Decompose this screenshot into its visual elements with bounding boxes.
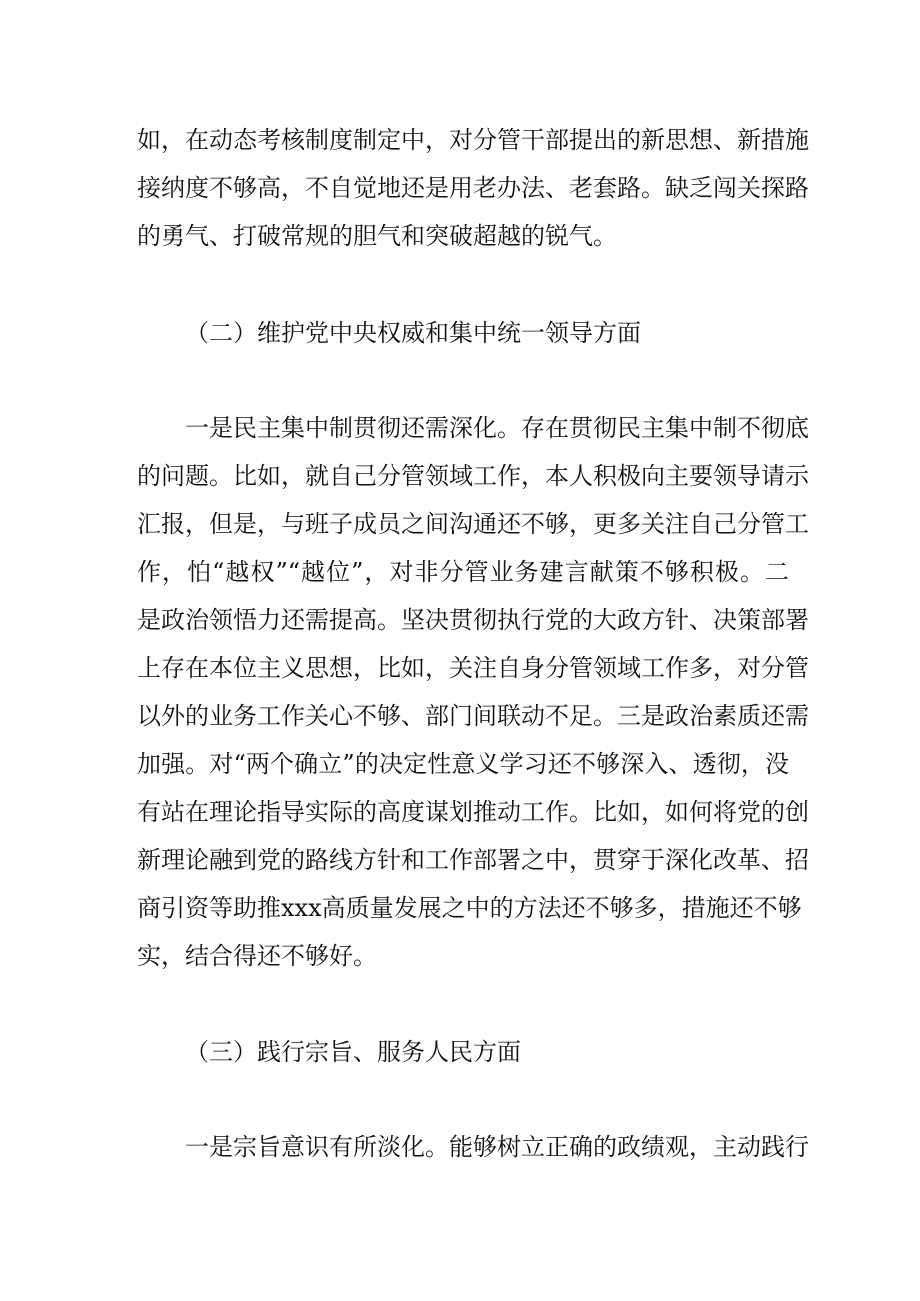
- section-heading-3: （三）践行宗旨、服务人民方面: [185, 1038, 521, 1066]
- paragraph-2-line-2: 的问题。比如，就自己分管领域工作，本人积极向主要领导请示: [137, 462, 809, 490]
- paragraph-2-line-6: 上存在本位主义思想，比如，关注自身分管领域工作多，对分管: [137, 654, 809, 682]
- paragraph-3-line-1: 一是宗旨意识有所淡化。能够树立正确的政绩观，主动践行: [185, 1133, 809, 1161]
- paragraph-2-line-8: 加强。对“两个确立”的决定性意义学习还不够深入、透彻，没: [137, 750, 789, 778]
- paragraph-1-line-2: 接纳度不够高，不自觉地还是用老办法、老套路。缺乏闯关探路: [137, 174, 809, 202]
- paragraph-2-line-4: 作，怕“越权”“越位”，对非分管业务建言献策不够积极。二: [137, 558, 789, 586]
- paragraph-2-line-5: 是政治领悟力还需提高。坚决贯彻执行党的大政方针、决策部署: [137, 606, 809, 634]
- paragraph-2-line-10: 新理论融到党的路线方针和工作部署之中，贯穿于深化改革、招: [137, 846, 809, 874]
- paragraph-2-line-11: 商引资等助推xxx高质量发展之中的方法还不够多，措施还不够: [137, 894, 802, 922]
- paragraph-2-line-7: 以外的业务工作关心不够、部门间联动不足。三是政治素质还需: [137, 702, 809, 730]
- paragraph-1-line-3: 的勇气、打破常规的胆气和突破超越的锐气。: [137, 222, 617, 250]
- paragraph-2-line-3: 汇报，但是，与班子成员之间沟通还不够，更多关注自己分管工: [137, 510, 809, 538]
- section-heading-2: （二）维护党中央权威和集中统一领导方面: [185, 319, 641, 347]
- paragraph-2-line-9: 有站在理论指导实际的高度谋划推动工作。比如，如何将党的创: [137, 798, 809, 826]
- paragraph-2-line-1: 一是民主集中制贯彻还需深化。存在贯彻民主集中制不彻底: [185, 414, 809, 442]
- paragraph-2-line-12: 实，结合得还不够好。: [137, 942, 377, 970]
- paragraph-1-line-1: 如，在动态考核制度制定中，对分管干部提出的新思想、新措施: [137, 126, 809, 154]
